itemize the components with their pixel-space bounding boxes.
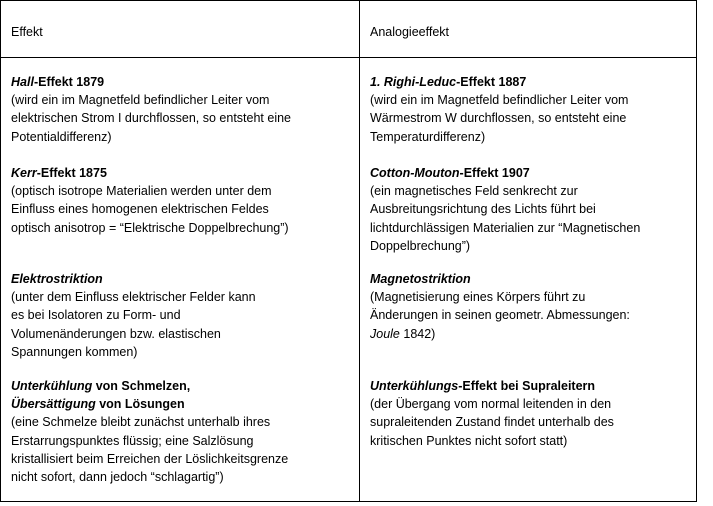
cell-title-line2: Übersättigung von Lösungen xyxy=(11,397,185,412)
cell-title: Elektrostriktion xyxy=(11,272,103,286)
cell-description: (eine Schmelze bleibt zunächst unterhalb ihres Erstarrungspunktes flüssig; eine Salzlösung kristallisiert beim Erreichen der Löslichkeitsgrenze nicht sofort, dann jedoch “schlagartig”) xyxy=(11,415,289,485)
cell-title: 1. Righi-Leduc-Effekt 1887 xyxy=(370,75,527,89)
cell-righi-leduc-effekt xyxy=(370,73,694,146)
cell-cotton-mouton-effekt xyxy=(370,164,694,255)
cell-unterkuehlung-uebersaettigung xyxy=(11,377,351,486)
cell-magnetostriktion xyxy=(370,270,694,343)
cell-elektrostriktion xyxy=(11,270,351,361)
cell-title: Hall-Effekt 1879 xyxy=(11,75,105,89)
cell-description: (Magnetisierung eines Körpers führt zu Änderungen in seinen geometr. Abmessungen: Joule 1842) xyxy=(370,290,630,341)
cell-kerr-effekt xyxy=(11,164,351,237)
cell-description: (wird ein im Magnetfeld befindlicher Leiter vom elektrischen Strom I durchflossen, so entsteht eine Potentialdifferenz) xyxy=(11,93,292,144)
cell-description: (wird ein im Magnetfeld befindlicher Leiter vom Wärmestrom W durchflossen, so entsteht eine Temperaturdifferenz) xyxy=(370,93,629,144)
cell-unterkuehlungs-effekt-supraleiter xyxy=(370,377,694,450)
cell-title: Magnetostriktion xyxy=(370,272,471,286)
cell-title: Unterkühlung von Schmelzen, xyxy=(11,379,191,393)
header-divider xyxy=(1,57,696,58)
cell-description: (optisch isotrope Materialien werden unter dem Einfluss eines homogenen elektrischen Feldes optisch anisotrop = “Elektrische Doppelbrechung”) xyxy=(11,184,289,235)
cell-title: Unterkühlungs-Effekt bei Supraleitern xyxy=(370,379,596,393)
cell-title: Cotton-Mouton-Effekt 1907 xyxy=(370,166,530,180)
cell-description: (der Übergang vom normal leitenden in den supraleitenden Zustand findet unterhalb des kritischen Punktes nicht sofort statt) xyxy=(370,397,614,448)
cell-description: (unter dem Einfluss elektrischer Felder kann es bei Isolatoren zu Form- und Volumenänderungen bzw. elastischen Spannungen kommen) xyxy=(11,290,256,359)
cell-hall-effekt xyxy=(11,73,351,146)
cell-title: Kerr-Effekt 1875 xyxy=(11,166,107,180)
header-effekt: Effekt xyxy=(11,25,43,39)
cell-description: (ein magnetisches Feld senkrecht zur Ausbreitungsrichtung des Lichts führt bei lichtdurchlässigen Materialien zur “Magnetischen Doppelbrechung”) xyxy=(370,184,641,253)
header-analogieeffekt: Analogieeffekt xyxy=(370,25,449,39)
column-divider xyxy=(359,1,360,501)
